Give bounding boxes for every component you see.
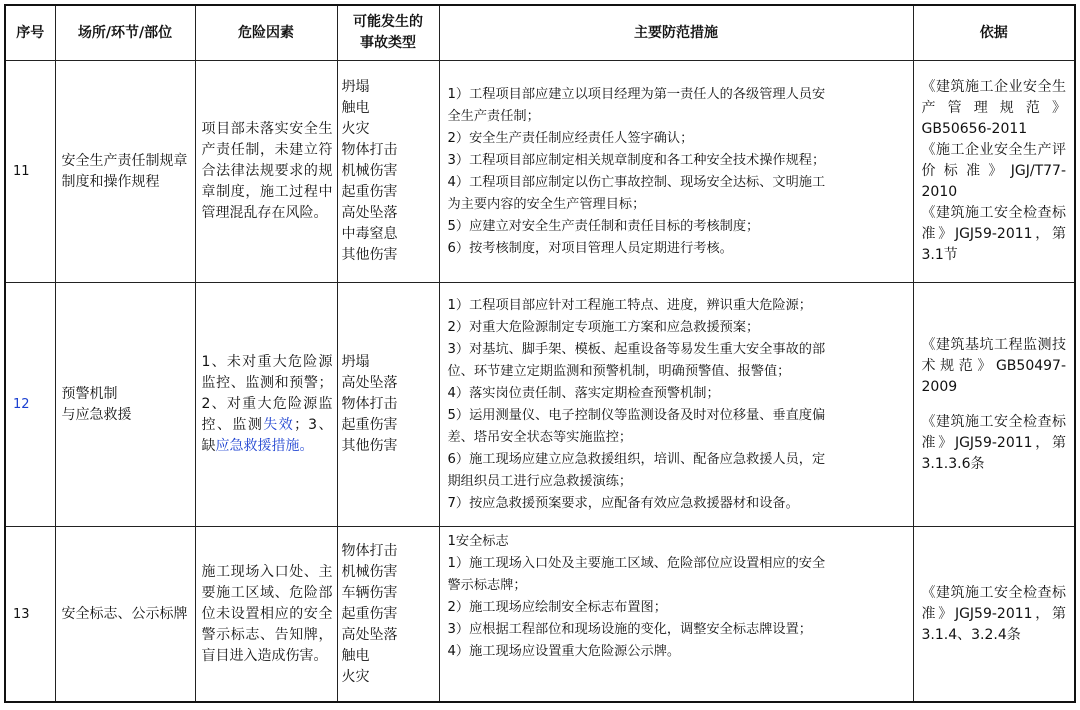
row-number: 13 xyxy=(5,527,55,702)
measure-line: 3）应根据工程部位和现场设施的变化，调整安全标志牌设置； xyxy=(447,622,812,638)
hazard-link-emergency-measures[interactable]: 应急救援措施 xyxy=(215,438,300,455)
row-place: 安全生产责任制规章制度和操作规程 xyxy=(55,61,195,283)
accident-type: 火灾 xyxy=(341,668,370,685)
row-hazard xyxy=(195,283,337,527)
measure-line: 全生产责任制； xyxy=(447,108,540,124)
measure-line: 1安全标志 xyxy=(447,534,509,550)
row-accident-types xyxy=(337,283,439,527)
accident-type: 坍塌 xyxy=(341,354,370,371)
table-row xyxy=(5,61,1075,283)
accident-type: 起重伤害 xyxy=(341,605,398,622)
row-number: 12 xyxy=(5,283,55,527)
header-measures: 主要防范措施 xyxy=(439,5,913,61)
measure-line: 7）按应急救援预案要求，应配备有效应急救援器材和设备。 xyxy=(447,495,799,511)
accident-type: 触电 xyxy=(341,647,370,664)
measure-line: 2）施工现场应绘制安全标志布置图； xyxy=(447,600,667,616)
header-row xyxy=(5,5,1075,61)
accident-type: 物体打击 xyxy=(341,142,398,159)
measure-line: 1）工程项目部应建立以项目经理为第一责任人的各级管理人员安 xyxy=(447,86,826,102)
row-accident-types xyxy=(337,527,439,702)
header-basis: 依据 xyxy=(913,5,1075,61)
accident-type: 起重伤害 xyxy=(341,417,398,434)
accident-type: 其他伤害 xyxy=(341,438,398,455)
row-number: 11 xyxy=(5,61,55,283)
row-basis xyxy=(913,61,1075,283)
measure-line: 5）应建立对安全生产责任制和责任目标的考核制度； xyxy=(447,218,760,234)
row-measures xyxy=(439,61,913,283)
row-place: 安全标志、公示标牌 xyxy=(55,527,195,702)
basis-item: 《建筑施工安全检查标准》JGJ59-2011，第3.1节 xyxy=(921,205,1066,264)
measure-line: 1）施工现场入口处及主要施工区域、危险部位应设置相应的安全 xyxy=(447,556,826,572)
hazard-text: ；3、缺 xyxy=(201,417,333,455)
place-line: 预警机制 xyxy=(61,385,118,402)
measure-line: 2）对重大危险源制定专项施工方案和应急救援预案； xyxy=(447,319,760,335)
measure-line: 2）安全生产责任制应经责任人签字确认； xyxy=(447,130,694,146)
accident-type: 高处坠落 xyxy=(341,205,398,222)
row-accident-types xyxy=(337,61,439,283)
header-accident-line1: 可能发生的 xyxy=(353,14,423,30)
header-accident-line2: 事故类型 xyxy=(360,35,416,51)
basis-item: 《建筑施工企业安全生产管理规范》GB50656-2011 xyxy=(921,79,1066,138)
measure-line: 5）运用测量仪、电子控制仪等监测设备及时对位移量、垂直度偏 xyxy=(447,407,826,423)
basis-spacer xyxy=(922,398,1067,412)
basis-item: 《建筑施工安全检查标准》JGJ59-2011，第3.1.3.6条 xyxy=(921,413,1066,472)
table-row xyxy=(5,283,1075,527)
row-measures xyxy=(439,527,913,702)
accident-type: 物体打击 xyxy=(341,396,398,413)
row-measures xyxy=(439,283,913,527)
hazard-text-end: 。 xyxy=(299,438,314,455)
basis-item: 《建筑施工安全检查标准》JGJ59-2011，第3.1.4、3.2.4条 xyxy=(921,584,1066,643)
accident-type: 高处坠落 xyxy=(341,375,398,392)
accident-type: 起重伤害 xyxy=(341,184,398,201)
header-place: 场所/环节/部位 xyxy=(55,5,195,61)
accident-type: 机械伤害 xyxy=(341,163,398,180)
accident-type: 火灾 xyxy=(341,121,370,138)
measure-line: 期组织员工进行应急救援演练； xyxy=(447,473,633,489)
table-row xyxy=(5,527,1075,702)
row-hazard: 项目部未落实安全生产责任制，未建立符合法律法规要求的规章制度，施工过程中管理混乱存在风险。 xyxy=(195,61,337,283)
accident-type: 物体打击 xyxy=(341,542,398,559)
measure-line: 6）施工现场应建立应急救援组织，培训、配备应急救援人员，定 xyxy=(447,451,826,467)
measure-line: 4）落实岗位责任制、落实定期检查预警机制； xyxy=(447,385,720,401)
measure-line: 6）按考核制度，对项目管理人员定期进行考核。 xyxy=(447,240,733,256)
header-accident-type xyxy=(337,5,439,61)
measure-line: 3）工程项目部应制定相关规章制度和各工种安全技术操作规程； xyxy=(447,152,826,168)
accident-type: 高处坠落 xyxy=(341,626,398,643)
row-place xyxy=(55,283,195,527)
measure-line: 为主要内容的安全生产管理目标； xyxy=(447,196,646,212)
header-hazard: 危险因素 xyxy=(195,5,337,61)
basis-item: 《施工企业安全生产评价标准》JGJ/T77-2010 xyxy=(921,142,1066,201)
measure-line: 1）工程项目部应针对工程施工特点、进度，辨识重大危险源； xyxy=(447,297,812,313)
measure-line: 3）对基坑、脚手架、模板、起重设备等易发生重大安全事故的部 xyxy=(447,341,826,357)
accident-type: 中毒窒息 xyxy=(341,226,398,243)
accident-type: 其他伤害 xyxy=(341,247,398,264)
measure-line: 差、塔吊安全状态等实施监控； xyxy=(447,429,633,445)
measure-line: 警示标志牌； xyxy=(447,578,527,594)
measure-line: 位、环节建立定期监测和预警机制，明确预警值、报警值； xyxy=(447,363,791,379)
row-hazard: 施工现场入口处、主要施工区域、危险部位未设置相应的安全警示标志、告知牌，盲目进入造成伤害。 xyxy=(195,527,337,702)
accident-type: 机械伤害 xyxy=(341,563,398,580)
measure-line: 4）工程项目部应制定以伤亡事故控制、现场安全达标、文明施工 xyxy=(447,174,826,190)
hazard-table xyxy=(4,4,1076,703)
row-basis xyxy=(913,527,1075,702)
accident-type: 坍塌 xyxy=(341,79,370,96)
accident-type: 触电 xyxy=(341,100,370,117)
hazard-link-failure[interactable]: 失效 xyxy=(263,417,295,434)
header-no: 序号 xyxy=(5,5,55,61)
hazard-text: 1、未对重大危险源监控、监测和预警；2、对重大危险源监控、监测 xyxy=(201,354,333,434)
row-basis xyxy=(913,283,1075,527)
accident-type: 车辆伤害 xyxy=(341,584,398,601)
place-line: 与应急救援 xyxy=(61,406,132,423)
measure-line: 4）施工现场应设置重大危险源公示牌。 xyxy=(447,644,681,660)
basis-item: 《建筑基坑工程监测技术规范》GB50497-2009 xyxy=(921,336,1066,395)
